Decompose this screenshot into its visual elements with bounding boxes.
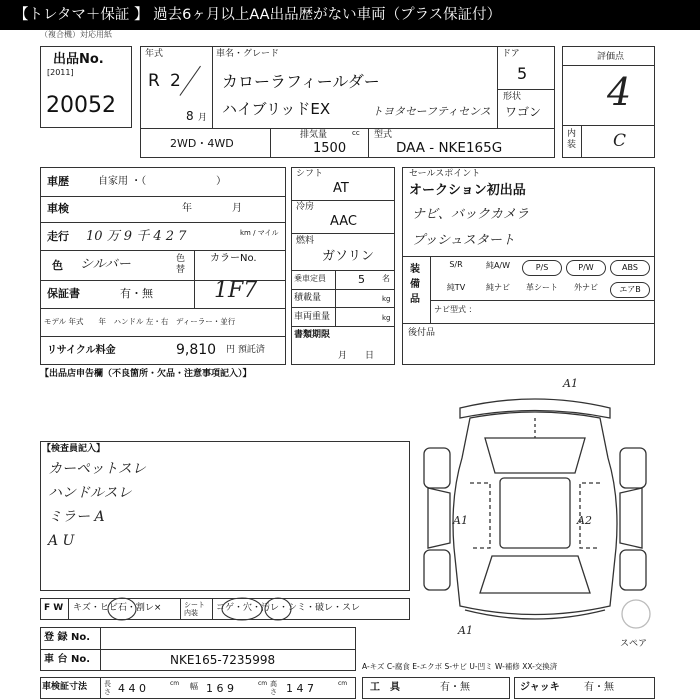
recycle-value: 9,810: [176, 342, 217, 358]
recycle-unit: 円 預託済: [226, 345, 265, 355]
doors-label: ドア: [502, 49, 520, 59]
score-value: 4: [607, 70, 632, 114]
jack-value: 有・無: [584, 682, 614, 693]
equipment-item: エアB: [610, 282, 650, 298]
mileage-value: 10 万 9 千 4 2 7: [86, 229, 187, 244]
tools-value: 有・無: [440, 682, 470, 693]
banner: [0, 0, 700, 30]
displacement-unit: cc: [352, 129, 360, 137]
displacement-value: 1500: [313, 141, 347, 156]
sales-label: セールスポイント: [409, 169, 481, 179]
inspection-value: 年 月: [182, 203, 242, 214]
sales-note-1: ナビ、バックカメラ: [412, 207, 529, 222]
weight-label: 車両重量: [294, 312, 331, 322]
inspector-label: 【検査員記入】: [42, 444, 106, 454]
ac-value: AAC: [330, 214, 357, 229]
color-change: 色替: [176, 254, 186, 275]
seller-notes-label: 【出品店申告欄（不良箇所・欠品・注意事項記入）】: [40, 369, 252, 379]
recycle-label: リサイクル料金: [47, 345, 116, 356]
sub-header: （複合機）対応用紙: [40, 30, 112, 39]
mark-rear: A1: [563, 377, 578, 390]
jack-label: ジャッキ: [520, 682, 560, 693]
mark-left: A1: [453, 514, 468, 527]
inspector-line: カーペットスレ: [48, 461, 146, 477]
year-value: 2: [170, 71, 181, 91]
color-value: シルバー: [80, 257, 131, 272]
doors-value: 5: [517, 64, 528, 83]
seat-label: シート内装: [184, 601, 205, 617]
defect-circles: [100, 594, 300, 624]
fuel-label: 燃料: [296, 236, 315, 246]
equipment-item: 外ナビ: [574, 283, 598, 292]
inspection-label: 車検: [47, 202, 69, 215]
color-no-label: カラーNo.: [210, 253, 257, 264]
month-value: 8: [186, 109, 194, 123]
weight-unit: kg: [382, 314, 391, 322]
displacement-label: 排気量: [300, 130, 328, 140]
equipment-item: 純ナビ: [486, 283, 510, 292]
load-label: 積載量: [294, 293, 322, 303]
legend: A-キズ C-腐食 E-エクボ S-サビ U-凹ミ W-補修 XX-交換済: [362, 662, 558, 671]
mark-right: A2: [577, 514, 592, 527]
model-code-label: 型式: [374, 130, 393, 140]
year-label: 年式: [145, 49, 164, 59]
doc-label: 書類期限: [294, 330, 331, 340]
dims-height-unit: cm: [338, 680, 348, 687]
banner-text: 【トレタマ＋保証 】 過去6ヶ月以上AA出品歴がない車両（プラス保証付）: [14, 7, 502, 23]
mileage-label: 走行: [47, 230, 69, 243]
car-name: カローラフィールダー: [222, 72, 380, 91]
mileage-unit: km / マイル: [240, 229, 279, 237]
inspector-line: A U: [48, 533, 75, 549]
dims-width: 1 6 9: [206, 682, 234, 695]
capacity-unit: 名: [382, 274, 390, 283]
year-era: R: [148, 71, 160, 91]
dims-width-unit: cm: [258, 680, 268, 687]
dims-length-label: 長さ: [104, 680, 111, 696]
sales-headline: オークション初出品: [409, 183, 526, 198]
fw-value: キズ・ヒビ石・割レ×: [73, 603, 162, 613]
equipment-item: S/R: [449, 260, 463, 269]
equipment-item: P/W: [566, 260, 606, 276]
body-type-value: ワゴン: [505, 105, 542, 119]
retrofit-label: 後付品: [408, 328, 436, 338]
fuel-value: ガソリン: [322, 249, 375, 264]
warranty-value: 有・無: [120, 287, 153, 300]
dims-length: 4 4 0: [118, 682, 146, 695]
capacity-value: 5: [358, 273, 365, 286]
color-label: 色: [52, 259, 63, 272]
lot-label: 出品No.: [53, 52, 104, 67]
car-grade-note: トヨタセーフティセンス: [372, 105, 491, 118]
lot-year-tag: [2011]: [47, 68, 74, 77]
warranty-label: 保証書: [47, 287, 80, 300]
dims-height-label: 高さ: [270, 680, 277, 696]
equipment-item: 純TV: [446, 283, 466, 292]
spare-label: スペア: [620, 639, 648, 649]
load-unit: kg: [382, 295, 391, 303]
month-unit: 月: [198, 113, 208, 123]
shift-label: シフト: [296, 169, 324, 179]
chassis-label: 車 台 No.: [44, 654, 91, 665]
capacity-label: 乗車定員: [294, 274, 326, 283]
chassis-value: NKE165-7235998: [170, 653, 276, 667]
shift-value: AT: [333, 181, 349, 196]
dims-height: 1 4 7: [286, 682, 314, 695]
lot-box: [40, 46, 132, 128]
car-name-label: 車名・グレード: [216, 49, 280, 59]
doc-value: 月 日: [338, 351, 375, 361]
inspector-line: ハンドルスレ: [48, 485, 132, 501]
car-grade: ハイブリッドEX: [222, 100, 331, 118]
equipment-label: 装備品: [410, 264, 420, 305]
drive-type: 2WD・4WD: [170, 137, 234, 150]
equipment-item: P/S: [522, 260, 562, 276]
equipment-item: 革シート: [526, 283, 558, 292]
dims-label: 車検証寸法: [42, 682, 88, 692]
tools-label: 工 具: [370, 682, 400, 693]
navi-model-label: ナビ型式 ：: [434, 305, 477, 314]
dims-length-unit: cm: [170, 680, 180, 687]
equipment-item: ABS: [610, 260, 650, 276]
mark-front: A1: [458, 624, 473, 637]
inspector-line: ミラー A: [48, 509, 105, 525]
body-type-label: 形状: [503, 92, 522, 102]
color-no-value: 1F7: [214, 278, 258, 303]
sales-note-2: プッシュスタート: [412, 233, 515, 248]
car-diagram: [410, 378, 660, 636]
seat-value: コゲ・穴・汚レ・シミ・破レ・スレ: [216, 603, 361, 613]
registration-label: 登 録 No.: [44, 632, 91, 643]
interior-value: C: [613, 131, 627, 151]
lot-number: 20052: [46, 93, 116, 118]
interior-label: 内装: [567, 129, 577, 150]
score-label: 評価点: [597, 52, 625, 62]
equipment-item: 純A/W: [485, 261, 511, 270]
score-box: [562, 46, 655, 158]
ac-label: 冷房: [296, 202, 315, 212]
model-row: モデル 年式 年 ハンドル 左・右 ディーラー・並行: [44, 317, 236, 326]
model-code-value: DAA - NKE165G: [396, 140, 503, 156]
fw-label: F W: [44, 603, 64, 613]
history-value: 自家用 ・（ ）: [98, 176, 227, 187]
dims-width-label: 幅: [190, 682, 198, 691]
history-label: 車歴: [47, 175, 69, 188]
